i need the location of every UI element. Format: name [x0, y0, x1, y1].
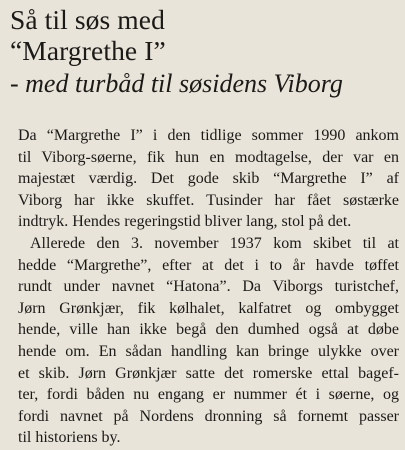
text-line: et skib. Jørn Grønkjær satte det romerske ettal bagef-	[18, 364, 399, 382]
article-title-line: Så til søs med	[10, 4, 165, 35]
text-line: Jørn Grønkjær, fik kølhalet, kalfatret og ombygget	[18, 299, 399, 317]
article-title-line: “Margrethe I”	[10, 35, 166, 66]
text-line: indtryk. Hendes regeringstid bliver lang, stol på det.	[18, 213, 352, 231]
text-line: til Viborg-søerne, fik hun en modtagelse, der var en	[18, 148, 399, 166]
paragraph-1	[18, 125, 399, 233]
text-line: hende, ville han ikke begå den dumhed også at døbe	[18, 321, 399, 339]
text-line: hende om. En sådan handling kan bringe ulykke over	[18, 342, 399, 360]
article-title	[10, 4, 166, 66]
article-subtitle: - med turbåd til søsidens Viborg	[10, 69, 343, 98]
text-line: fordi navnet på Nordens dronning så fornemt passer	[18, 407, 399, 425]
text-line: hedde “Margrethe”, efter at det i to år havde tøffet	[18, 256, 399, 274]
text-line: Da “Margrethe I” i den tidlige sommer 1990 ankom	[18, 127, 399, 144]
text-line: Allerede den 3. november 1937 kom skibet til at	[30, 234, 399, 252]
text-line: til historiens by.	[18, 429, 121, 447]
paragraph-2	[18, 233, 399, 449]
text-line: Viborg har ikke skuffet. Tusinder har fået søstærke	[18, 191, 399, 209]
text-line: ter, fordi båden nu engang er nummer ét i søerne, og	[18, 386, 399, 404]
article-body	[18, 125, 399, 449]
text-line: majestæt værdig. Det gode skib “Margrethe I” af	[18, 170, 399, 188]
text-line: rundt under navnet “Hatona”. Da Viborgs turistchef,	[18, 278, 399, 296]
